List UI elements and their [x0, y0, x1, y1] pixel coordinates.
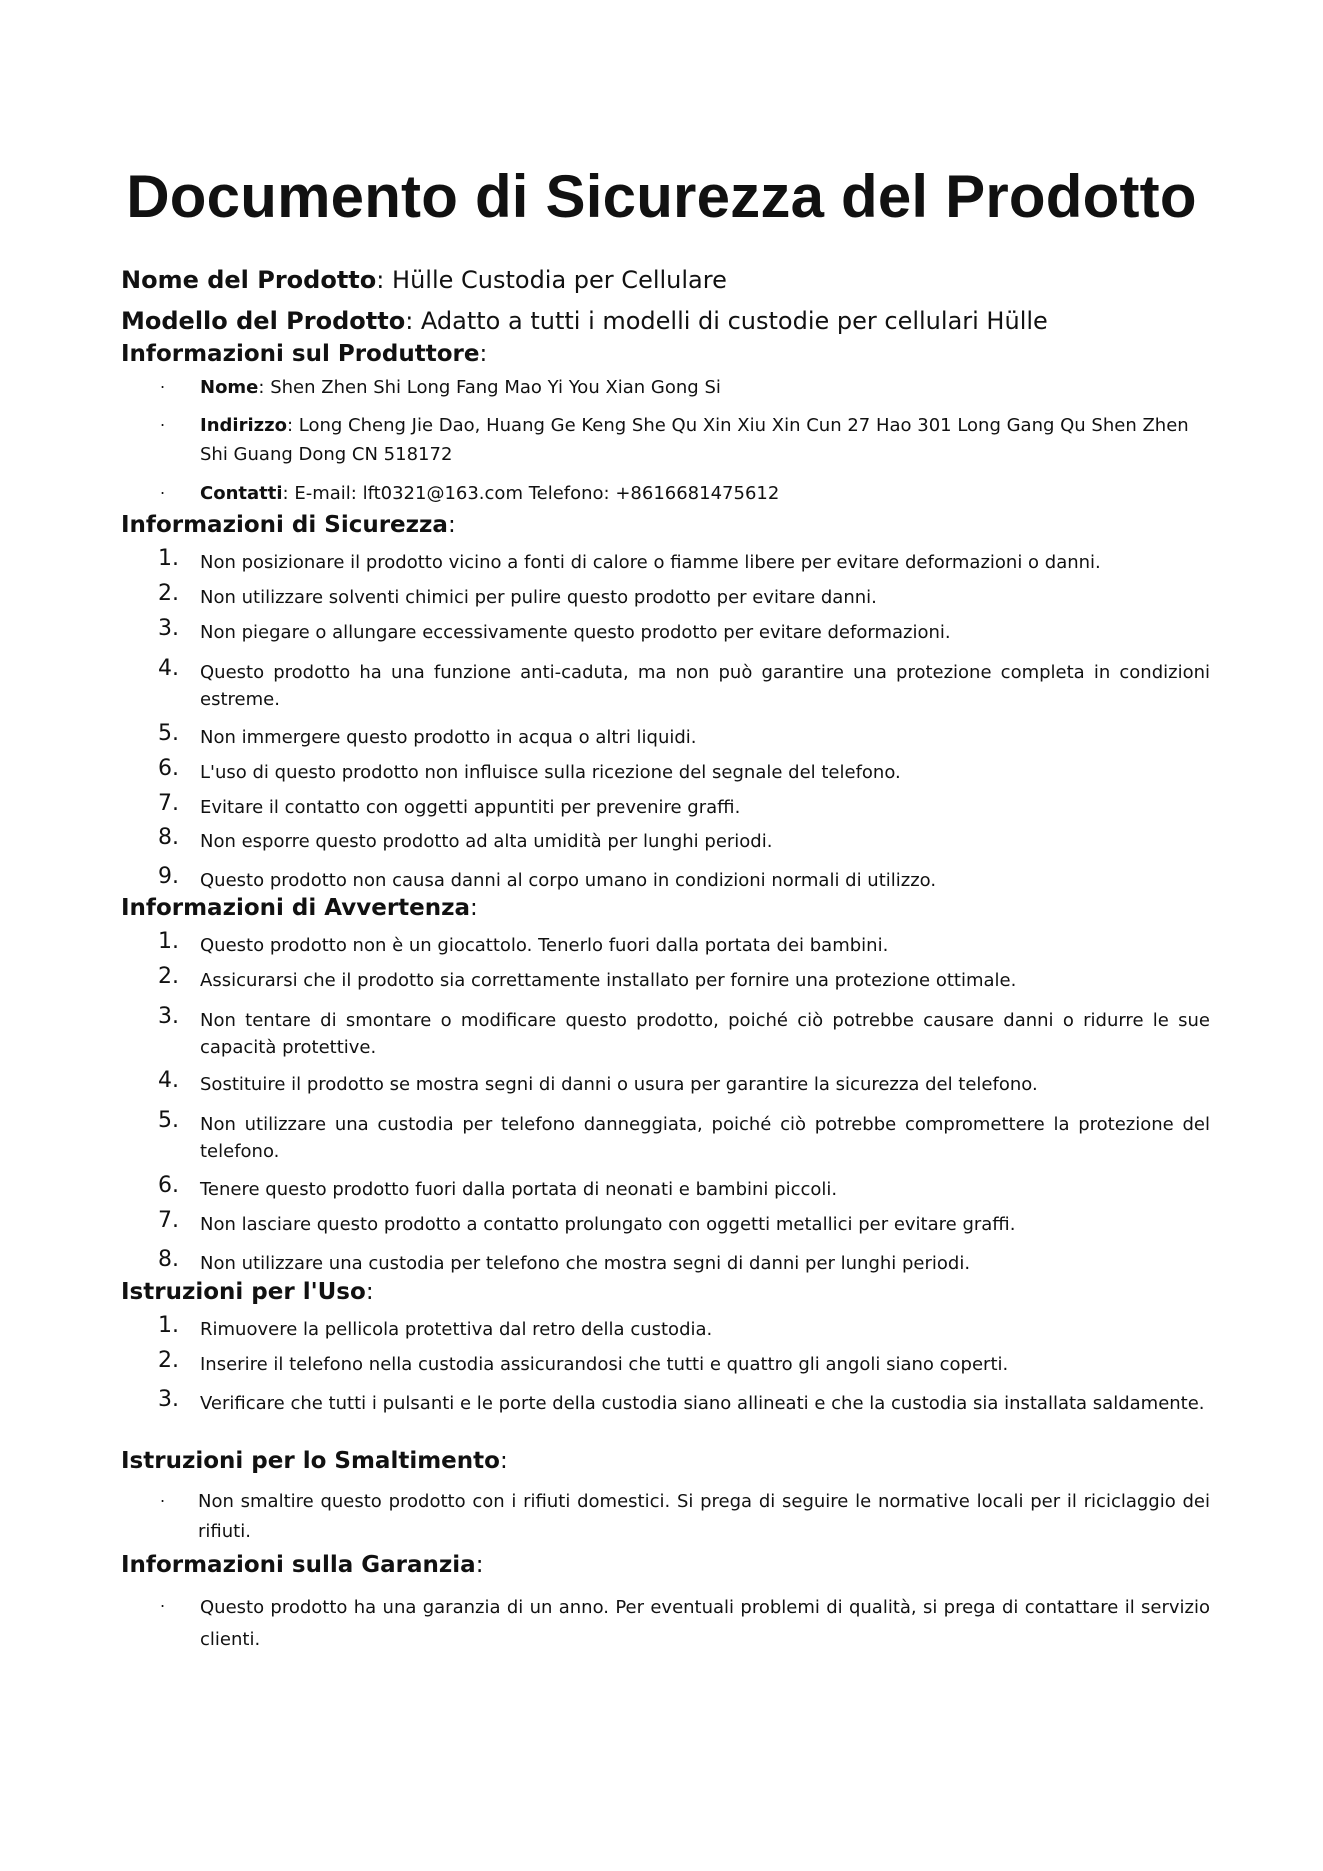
- manufacturer-contact-value: E-mail: lft0321@163.com Telefono: +8616681475612: [294, 483, 780, 504]
- manufacturer-name-value: Shen Zhen Shi Long Fang Mao Yi You Xian Gong Si: [270, 377, 721, 398]
- list-number: 2.: [158, 581, 179, 606]
- document-title: Documento di Sicurezza del Prodotto: [126, 163, 1197, 230]
- num-suffix: .: [172, 929, 179, 954]
- bullet: .: [160, 411, 166, 430]
- list-item-text: Non piegare o allungare eccessivamente questo prodotto per evitare deformazioni.: [200, 622, 951, 643]
- manufacturer-name-text: [200, 373, 1210, 402]
- list-item-text: Non utilizzare una custodia per telefono danneggiata, poiché ciò potrebbe compromettere la protezione del telefono.: [200, 1114, 1210, 1162]
- warning-heading: [121, 895, 478, 921]
- list-item-text: Assicurarsi che il prodotto sia correttamente installato per fornire una protezione ottimale.: [200, 970, 1017, 991]
- list-number: 3.: [158, 1387, 179, 1412]
- num-suffix: .: [172, 546, 179, 571]
- num-suffix: .: [172, 1313, 179, 1338]
- product-model-value: Adatto a tutti i modelli di custodie per cellulari Hülle: [420, 307, 1048, 335]
- list-item-text: Evitare il contatto con oggetti appuntiti per prevenire graffi.: [200, 797, 741, 818]
- num-suffix: .: [172, 964, 179, 989]
- num-suffix: .: [172, 1173, 179, 1198]
- list-item-text: Non tentare di smontare o modificare questo prodotto, poiché ciò potrebbe causare danni o ridurre le sue capacità protettive.: [200, 1010, 1210, 1058]
- num-suffix: .: [172, 1247, 179, 1272]
- manufacturer-heading: [121, 341, 487, 367]
- num-suffix: .: [172, 1387, 179, 1412]
- colon: :: [282, 483, 289, 504]
- colon: :: [365, 1279, 374, 1305]
- bullet: .: [160, 1487, 166, 1506]
- manufacturer-contact-text: [200, 479, 1210, 508]
- bullet: .: [160, 373, 166, 392]
- list-item-text: Questo prodotto ha una funzione anti-caduta, ma non può garantire una protezione completa in condizioni estreme.: [200, 662, 1210, 710]
- manufacturer-address-value: Long Cheng Jie Dao, Huang Ge Keng She Qu Xin Xiu Xin Cun 27 Hao 301 Long Gang Qu Shen Zhen Shi Guang Dong CN 518172: [200, 415, 1189, 465]
- product-model-label: Modello del Prodotto: [121, 307, 406, 335]
- colon: :: [286, 415, 294, 436]
- manufacturer-contact-label: Contatti: [200, 483, 283, 504]
- list-item-text: Non utilizzare solventi chimici per pulire questo prodotto per evitare danni.: [200, 587, 877, 608]
- manufacturer-name-label: Nome: [200, 377, 259, 398]
- bullet: .: [160, 479, 166, 498]
- list-item-text: Questo prodotto non causa danni al corpo umano in condizioni normali di utilizzo.: [200, 870, 937, 891]
- manufacturer-address-label: Indirizzo: [200, 415, 287, 436]
- list-item-text: Non esporre questo prodotto ad alta umidità per lunghi periodi.: [200, 831, 773, 852]
- list-item-text: Non posizionare il prodotto vicino a fonti di calore o fiamme libere per evitare deformazioni o danni.: [200, 552, 1101, 573]
- list-item-text: Rimuovere la pellicola protettiva dal retro della custodia.: [200, 1319, 713, 1340]
- list-number: 1.: [158, 929, 179, 954]
- num-suffix: .: [172, 825, 179, 850]
- warranty-heading-label: Informazioni sulla Garanzia: [121, 1552, 476, 1578]
- list-number: 1.: [158, 1313, 179, 1338]
- list-item-text: Verificare che tutti i pulsanti e le porte della custodia siano allineati e che la custodia sia installata saldamente.: [200, 1393, 1205, 1414]
- list-item-text: Sostituire il prodotto se mostra segni di danni o usura per garantire la sicurezza del telefono.: [200, 1074, 1038, 1095]
- list-item-text: L'uso di questo prodotto non influisce sulla ricezione del segnale del telefono.: [200, 762, 901, 783]
- warranty-text: Questo prodotto ha una garanzia di un anno. Per eventuali problemi di qualità, si prega di contattare il servizio clienti.: [200, 1597, 1210, 1650]
- warning-heading-label: Informazioni di Avvertenza: [121, 895, 471, 921]
- colon: :: [479, 341, 488, 367]
- safety-heading-label: Informazioni di Sicurezza: [121, 512, 448, 538]
- product-name-label: Nome del Prodotto: [121, 266, 377, 294]
- num-suffix: .: [172, 1108, 179, 1133]
- product-name-line: [121, 266, 727, 294]
- bullet: .: [160, 1592, 166, 1611]
- num-suffix: .: [172, 1068, 179, 1093]
- usage-heading-label: Istruzioni per l'Uso: [121, 1279, 366, 1305]
- list-number: 6.: [158, 756, 179, 781]
- usage-heading: [121, 1279, 374, 1305]
- list-number: 8.: [158, 1247, 179, 1272]
- list-item-text: Tenere questo prodotto fuori dalla portata di neonati e bambini piccoli.: [200, 1179, 838, 1200]
- disposal-heading: [121, 1448, 508, 1474]
- list-item-text: Non utilizzare una custodia per telefono che mostra segni di danni per lunghi periodi.: [200, 1253, 971, 1274]
- colon: :: [475, 1552, 484, 1578]
- list-number: 3.: [158, 616, 179, 641]
- list-number: 5.: [158, 1108, 179, 1133]
- list-item-text: Non lasciare questo prodotto a contatto prolungato con oggetti metallici per evitare graffi.: [200, 1214, 1016, 1235]
- num-suffix: .: [172, 1208, 179, 1233]
- num-suffix: .: [172, 721, 179, 746]
- list-number: 8.: [158, 825, 179, 850]
- num-suffix: .: [172, 656, 179, 681]
- colon: :: [499, 1448, 508, 1474]
- num-suffix: .: [172, 1348, 179, 1373]
- product-model-line: [121, 307, 1048, 335]
- num-suffix: .: [172, 581, 179, 606]
- colon: :: [376, 266, 385, 294]
- list-number: 7.: [158, 791, 179, 816]
- num-suffix: .: [172, 756, 179, 781]
- warranty-heading: [121, 1552, 483, 1578]
- list-number: 5.: [158, 721, 179, 746]
- safety-heading: [121, 512, 456, 538]
- list-number: 9.: [158, 864, 179, 889]
- list-item-text: Inserire il telefono nella custodia assicurandosi che tutti e quattro gli angoli siano coperti.: [200, 1354, 1009, 1375]
- disposal-heading-label: Istruzioni per lo Smaltimento: [121, 1448, 500, 1474]
- disposal-text: Non smaltire questo prodotto con i rifiuti domestici. Si prega di seguire le normative locali per il riciclaggio dei rifiuti.: [198, 1491, 1210, 1542]
- num-suffix: .: [172, 1004, 179, 1029]
- list-number: 2.: [158, 1348, 179, 1373]
- list-number: 2.: [158, 964, 179, 989]
- num-suffix: .: [172, 864, 179, 889]
- colon: :: [405, 307, 414, 335]
- list-number: 4.: [158, 656, 179, 681]
- list-number: 1.: [158, 546, 179, 571]
- list-number: 7.: [158, 1208, 179, 1233]
- num-suffix: .: [172, 791, 179, 816]
- colon: :: [447, 512, 456, 538]
- list-item-text: Non immergere questo prodotto in acqua o altri liquidi.: [200, 727, 697, 748]
- list-number: 4.: [158, 1068, 179, 1093]
- manufacturer-address-text: [200, 411, 1210, 469]
- list-number: 3.: [158, 1004, 179, 1029]
- num-suffix: .: [172, 616, 179, 641]
- list-item-text: Questo prodotto non è un giocattolo. Tenerlo fuori dalla portata dei bambini.: [200, 935, 889, 956]
- product-name-value: Hülle Custodia per Cellulare: [392, 266, 727, 294]
- manufacturer-heading-label: Informazioni sul Produttore: [121, 341, 480, 367]
- colon: :: [258, 377, 265, 398]
- colon: :: [470, 895, 478, 921]
- list-number: 6.: [158, 1173, 179, 1198]
